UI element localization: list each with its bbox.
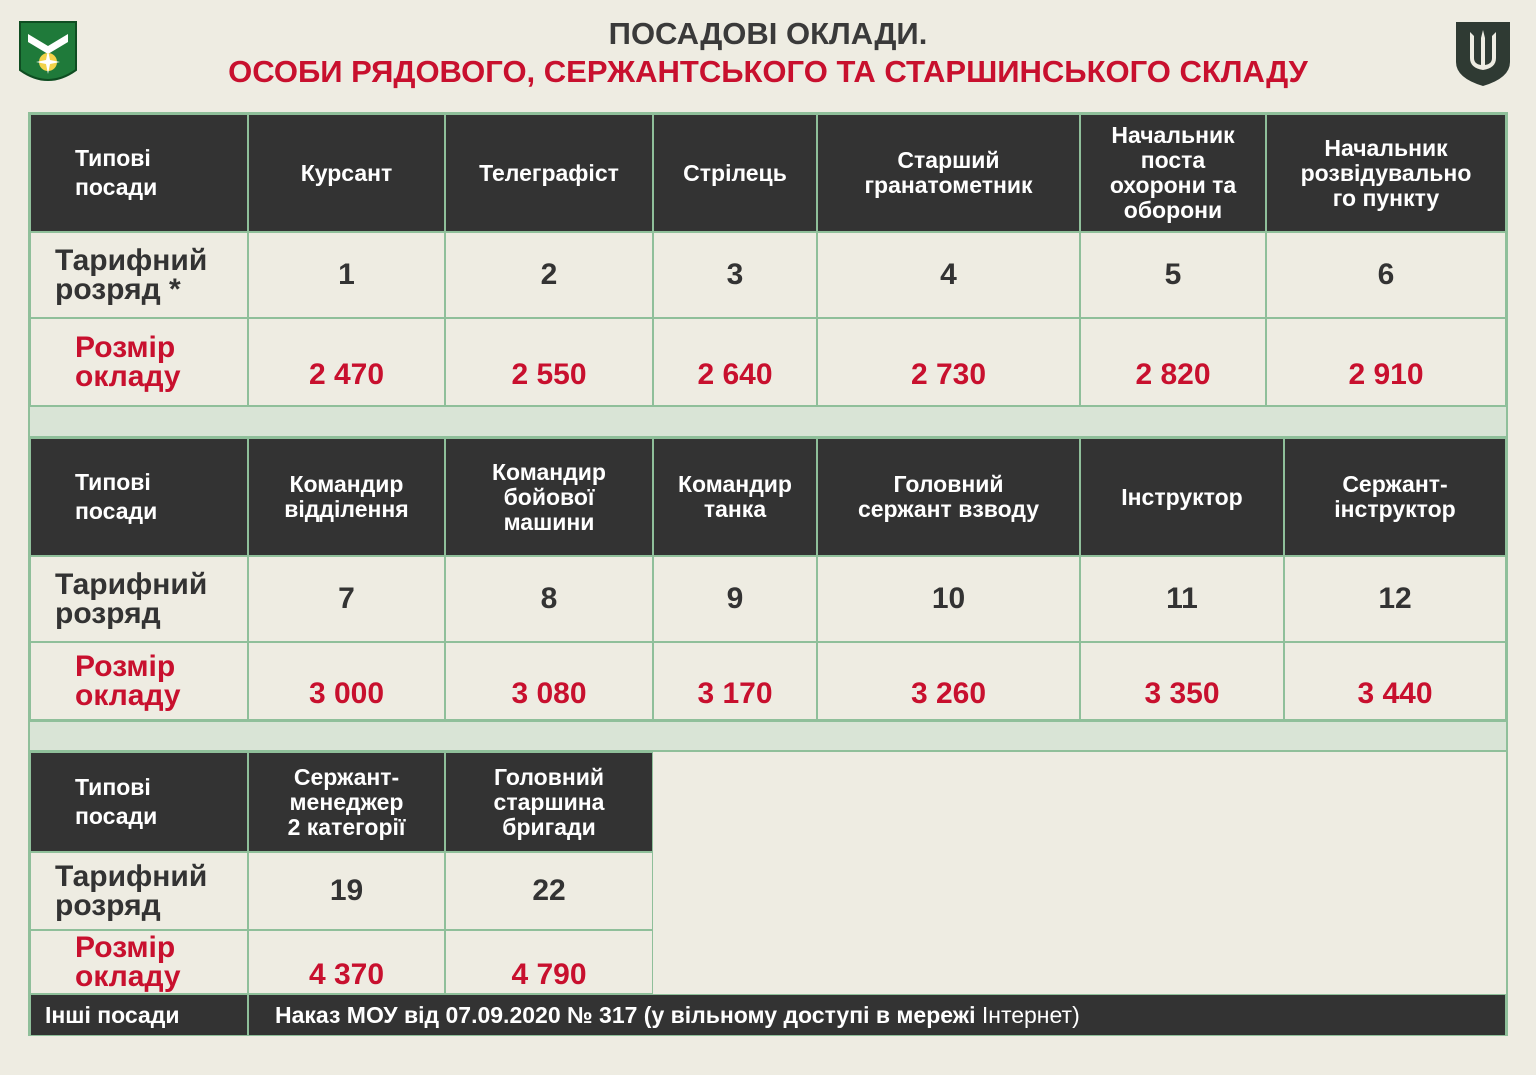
salary-value: 3 440 xyxy=(1284,642,1506,720)
position-header: Головний старшина бригади xyxy=(445,752,653,852)
rank-value: 19 xyxy=(248,852,445,930)
rank-value: 22 xyxy=(445,852,653,930)
salary-label: Розмір окладу xyxy=(30,930,248,994)
salary-label: Розмір окладу xyxy=(30,318,248,406)
salary-label: Розмір окладу xyxy=(30,642,248,720)
rank-value: 3 xyxy=(653,232,817,318)
rank-value: 8 xyxy=(445,556,653,642)
position-header: Командир відділення xyxy=(248,438,445,556)
order-reference-bold: Наказ МОУ від 07.09.2020 № 317 (у вільному доступі в мережі xyxy=(275,1001,982,1028)
other-positions-label: Інші посади xyxy=(30,994,248,1036)
rank-value: 6 xyxy=(1266,232,1506,318)
rank-value: 1 xyxy=(248,232,445,318)
rank-value: 2 xyxy=(445,232,653,318)
salary-value: 3 000 xyxy=(248,642,445,720)
rank-label: Тарифний розряд xyxy=(30,556,248,642)
position-header: Командир танка xyxy=(653,438,817,556)
salary-value: 2 470 xyxy=(248,318,445,406)
salary-value: 3 260 xyxy=(817,642,1080,720)
position-header: Начальник поста охорони та оборони xyxy=(1080,114,1266,232)
salary-value: 2 640 xyxy=(653,318,817,406)
positions-label: Типові посади xyxy=(30,752,248,852)
position-header: Командир бойової машини xyxy=(445,438,653,556)
salary-value: 3 170 xyxy=(653,642,817,720)
section-separator xyxy=(30,405,1506,438)
position-header: Сержант- інструктор xyxy=(1284,438,1506,556)
rank-value: 10 xyxy=(817,556,1080,642)
salary-value: 2 910 xyxy=(1266,318,1506,406)
salary-value: 2 820 xyxy=(1080,318,1266,406)
rank-label: Тарифний розряд xyxy=(30,852,248,930)
rank-value: 11 xyxy=(1080,556,1284,642)
rank-label: Тарифний розряд * xyxy=(30,232,248,318)
rank-value: 9 xyxy=(653,556,817,642)
position-header: Головний сержант взводу xyxy=(817,438,1080,556)
salary-value: 2 730 xyxy=(817,318,1080,406)
order-reference-light: Інтернет) xyxy=(981,1001,1080,1028)
position-header: Стрілець xyxy=(653,114,817,232)
positions-label: Типові посади xyxy=(30,114,248,232)
order-reference-text xyxy=(248,994,1506,1036)
rank-value: 12 xyxy=(1284,556,1506,642)
positions-label: Типові посади xyxy=(30,438,248,556)
position-header: Телеграфіст xyxy=(445,114,653,232)
salary-value: 2 550 xyxy=(445,318,653,406)
page-title: ПОСАДОВІ ОКЛАДИ. xyxy=(608,16,928,51)
salary-value: 4 370 xyxy=(248,930,445,994)
position-header: Сержант- менеджер 2 категорії xyxy=(248,752,445,852)
position-header: Курсант xyxy=(248,114,445,232)
position-header: Інструктор xyxy=(1080,438,1284,556)
salary-value: 4 790 xyxy=(445,930,653,994)
rank-value: 7 xyxy=(248,556,445,642)
rank-value: 5 xyxy=(1080,232,1266,318)
position-header: Старший гранатометник xyxy=(817,114,1080,232)
position-header: Начальник розвідувально го пункту xyxy=(1266,114,1506,232)
page-subtitle: ОСОБИ РЯДОВОГО, СЕРЖАНТСЬКОГО ТА СТАРШИНСЬКОГО СКЛАДУ xyxy=(228,54,1308,89)
salary-value: 3 350 xyxy=(1080,642,1284,720)
rank-value: 4 xyxy=(817,232,1080,318)
salary-value: 3 080 xyxy=(445,642,653,720)
section-separator xyxy=(30,720,1506,752)
